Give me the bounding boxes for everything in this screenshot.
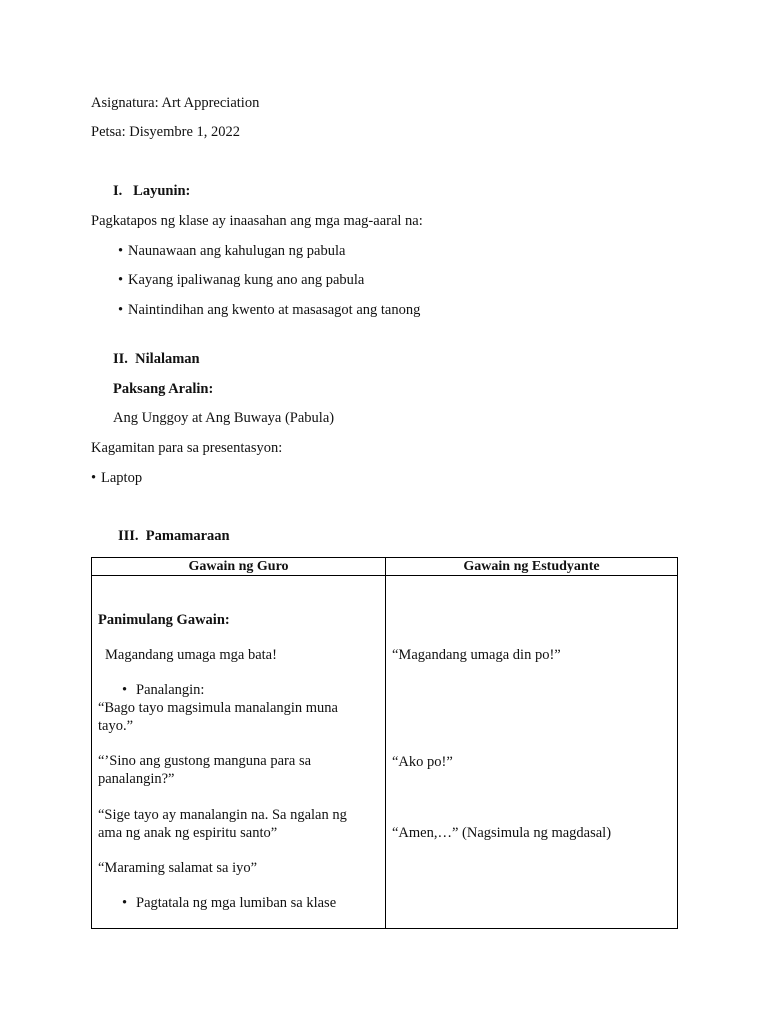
objectives-heading: I. Layunin:: [113, 183, 191, 199]
objective-item: [118, 271, 364, 289]
bullet-icon: •: [118, 243, 124, 259]
topic-heading: Paksang Aralin:: [113, 381, 214, 397]
objective-text: Kayang ipaliwanag kung ano ang pabula: [128, 272, 365, 288]
attendance-bullet-text: Pagtatala ng mga lumiban sa klase: [136, 895, 337, 911]
materials-text: Laptop: [101, 470, 143, 486]
objective-item: [118, 301, 420, 319]
column-divider: [385, 558, 386, 928]
objective-text: Naintindihan ang kwento at masasagot ang tanong: [128, 302, 421, 318]
student-greeting-reply: “Magandang umaga din po!”: [392, 647, 561, 663]
teacher-prayer-line: “Bago tayo magsimula manalangin muna tayo.”: [98, 700, 338, 734]
subject-line: Asignatura: Art Appreciation: [91, 95, 260, 111]
objective-item: [118, 242, 345, 260]
bullet-icon: •: [122, 895, 128, 911]
objective-text: Naunawaan ang kahulugan ng pabula: [128, 243, 346, 259]
teacher-section-title: Panimulang Gawain:: [98, 612, 230, 628]
prayer-bullet-text: Panalangin:: [136, 682, 205, 698]
bullet-icon: •: [118, 302, 124, 318]
teacher-thanks: “Maraming salamat sa iyo”: [98, 860, 258, 876]
table-header-teacher: Gawain ng Guro: [188, 559, 289, 574]
content-heading: II. Nilalaman: [113, 351, 200, 367]
objectives-intro: Pagkatapos ng klase ay inaasahan ang mga mag-aaral na:: [91, 213, 423, 229]
date-line: Petsa: Disyembre 1, 2022: [91, 124, 241, 140]
topic-text: Ang Unggoy at Ang Buwaya (Pabula): [113, 410, 335, 426]
materials-item: [91, 469, 142, 487]
materials-label: Kagamitan para sa presentasyon:: [91, 440, 283, 456]
teacher-who-leads: “’Sino ang gustong manguna para sa panalangin?”: [98, 753, 312, 787]
bullet-icon: •: [118, 272, 124, 288]
teacher-attendance-bullet: [122, 894, 336, 912]
teacher-lets-pray: “Sige tayo ay manalangin na. Sa ngalan ng ama ng anak ng espiritu santo”: [98, 807, 347, 841]
procedure-heading: III. Pamamaraan: [118, 528, 230, 544]
teacher-greeting: Magandang umaga mga bata!: [105, 647, 277, 663]
header-divider: [92, 575, 677, 576]
teacher-prayer-bullet: [122, 681, 204, 699]
student-amen: “Amen,…” (Nagsimula ng magdasal): [392, 825, 612, 841]
procedure-table: [91, 557, 678, 929]
bullet-icon: •: [122, 682, 128, 698]
table-header-student: Gawain ng Estudyante: [463, 559, 600, 574]
student-volunteer: “Ako po!”: [392, 754, 453, 770]
bullet-icon: •: [91, 470, 97, 486]
